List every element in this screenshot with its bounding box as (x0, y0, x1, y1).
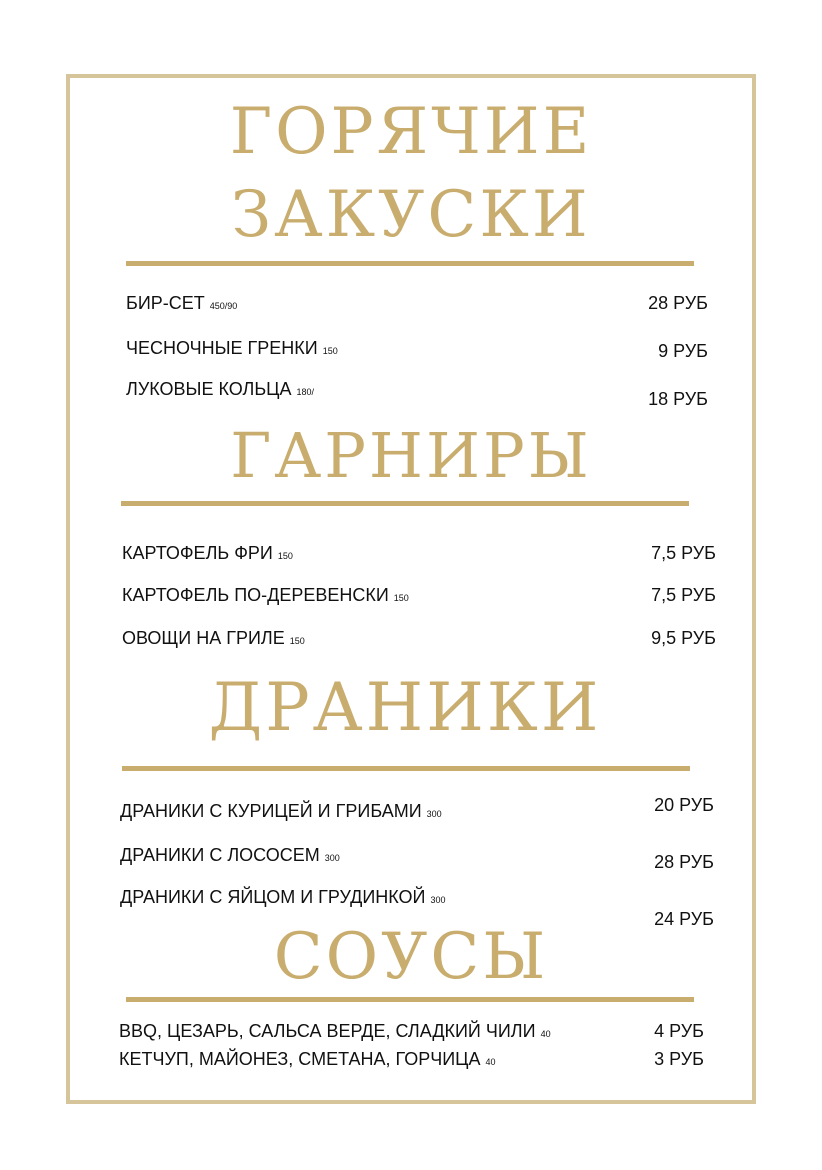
menu-item-price: 9 РУБ (658, 341, 708, 361)
menu-item-name (119, 1021, 551, 1042)
menu-item-name (126, 293, 237, 314)
section-divider-hot (126, 261, 694, 266)
item-name: ДРАНИКИ С ЯЙЦОМ И ГРУДИНКОЙ (120, 887, 426, 907)
menu-item-name (119, 1049, 496, 1070)
section-title-garnish: ГАРНИРЫ (230, 419, 592, 492)
menu-item-price: 28 РУБ (654, 852, 714, 872)
item-name: КАРТОФЕЛЬ ФРИ (122, 543, 273, 563)
menu-item-name (120, 801, 442, 822)
item-weight: 40 (540, 1029, 551, 1039)
menu-item-price: 3 РУБ (654, 1049, 704, 1069)
menu-item-name (122, 585, 409, 606)
item-name: ОВОЩИ НА ГРИЛЕ (122, 628, 285, 648)
menu-item-name (122, 628, 305, 649)
item-weight: 180/ (296, 387, 315, 397)
section-divider-sauces (126, 997, 694, 1002)
section-title-hot-line1: ГОРЯЧИЕ (229, 95, 593, 169)
menu-item-name (120, 887, 446, 908)
menu-item-price: 24 РУБ (654, 909, 714, 929)
item-name: ЛУКОВЫЕ КОЛЬЦА (126, 379, 292, 399)
menu-item-price: 9,5 РУБ (651, 628, 716, 648)
item-name: ДРАНИКИ С КУРИЦЕЙ И ГРИБАМИ (120, 801, 422, 821)
menu-item-price: 4 РУБ (654, 1021, 704, 1041)
menu-item-name (120, 845, 340, 866)
menu-item-price: 18 РУБ (648, 389, 708, 409)
item-weight: 150 (277, 551, 293, 561)
item-name: BBQ, ЦЕЗАРЬ, САЛЬСА ВЕРДЕ, СЛАДКИЙ ЧИЛИ (119, 1021, 536, 1041)
item-weight: 150 (289, 636, 305, 646)
menu-item-price: 20 РУБ (654, 795, 714, 815)
menu-item-price: 28 РУБ (648, 293, 708, 313)
item-weight: 300 (324, 853, 340, 863)
item-weight: 150 (322, 346, 338, 356)
menu-item-price: 7,5 РУБ (651, 585, 716, 605)
section-title-hot-line2: ЗАКУСКИ (231, 178, 591, 252)
menu-item-name (126, 379, 314, 400)
section-title-draniki: ДРАНИКИ (208, 669, 602, 746)
section-title-sauces: СОУСЫ (273, 920, 549, 994)
item-name: БИР-СЕТ (126, 293, 205, 313)
section-divider-garnish (121, 501, 689, 506)
section-divider-draniki (122, 766, 690, 771)
item-name: КЕТЧУП, МАЙОНЕЗ, СМЕТАНА, ГОРЧИЦА (119, 1049, 481, 1069)
item-weight: 40 (485, 1057, 496, 1067)
item-name: КАРТОФЕЛЬ ПО-ДЕРЕВЕНСКИ (122, 585, 389, 605)
item-name: ЧЕСНОЧНЫЕ ГРЕНКИ (126, 338, 318, 358)
menu-item-name (126, 338, 338, 359)
item-weight: 300 (430, 895, 446, 905)
menu-item-price: 7,5 РУБ (651, 543, 716, 563)
item-name: ДРАНИКИ С ЛОСОСЕМ (120, 845, 320, 865)
item-weight: 450/90 (209, 301, 238, 311)
item-weight: 300 (426, 809, 442, 819)
item-weight: 150 (393, 593, 409, 603)
menu-item-name (122, 543, 293, 564)
